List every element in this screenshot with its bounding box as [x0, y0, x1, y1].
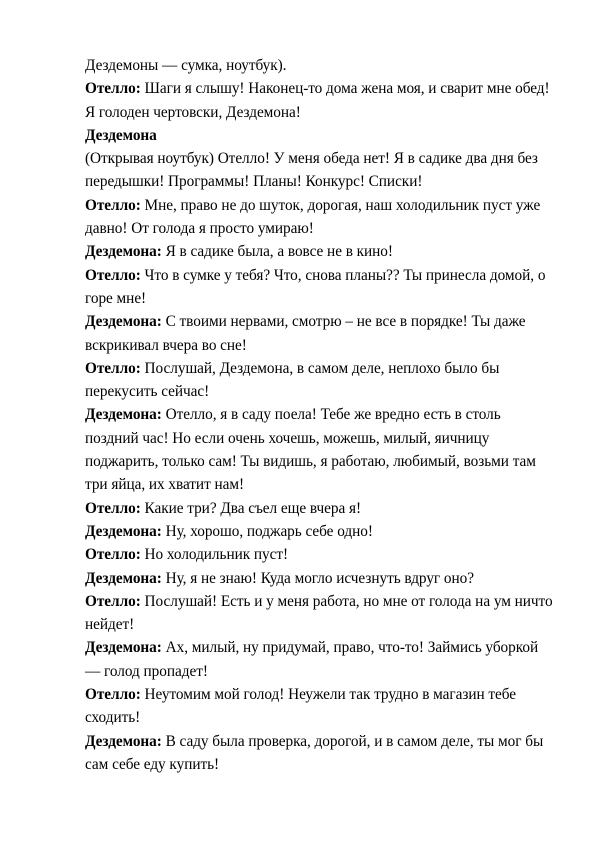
- speaker-name: Отелло:: [85, 686, 141, 704]
- paragraph: [85, 77, 555, 124]
- paragraph: [85, 264, 555, 311]
- paragraph: [85, 54, 555, 77]
- dialogue-text: Послушай, Дездемона, в самом деле, неплохо было бы перекусить сейчас!: [85, 359, 500, 401]
- dialogue-text: Ну, я не знаю! Куда могло исчезнуть вдруг оно?: [161, 569, 474, 587]
- dialogue-text: Ах, милый, ну придумай, право, что-то! Займись уборкой — голод пропадет!: [85, 639, 539, 680]
- dialogue-text: Ну, хорошо, поджарь себе одно!: [161, 522, 373, 540]
- speaker-name: Дездемона:: [85, 732, 162, 750]
- speaker-name: Дездемона:: [85, 522, 162, 540]
- speaker-name: Дездемона:: [85, 639, 162, 657]
- paragraph: [85, 240, 555, 263]
- dialogue-text: Мне, право не до шуток, дорогая, наш холодильник пуст уже давно! От голода я просто умираю!: [85, 196, 541, 238]
- paragraph: [85, 310, 555, 357]
- paragraph: [85, 543, 555, 566]
- speaker-name: Отелло:: [85, 592, 141, 610]
- dialogue-text: Я в садике была, а вовсе не в кино!: [161, 243, 393, 261]
- dialogue-text: Что в сумке у тебя? Что, снова планы?? Ты принесла домой, о горе мне!: [85, 266, 546, 307]
- dialogue-text: Шаги я слышу! Наконец-то дома жена моя, и сварит мне обед! Я голоден чертовски, Дездемона!: [85, 80, 550, 121]
- dialogue-text: Послушай! Есть и у меня работа, но мне от голода на ум ничто нейдет!: [85, 592, 553, 634]
- paragraph: [85, 357, 555, 404]
- speaker-name: Отелло:: [85, 80, 141, 98]
- speaker-name: Отелло:: [85, 546, 141, 564]
- dialogue-text: Отелло, я в саду поела! Тебе же вредно есть в столь поздний час! Но если очень хочешь, можешь, милый, яичницу поджарить, только сам! Ты видишь, я работаю, любимый, возьми там три яйца, их хватит нам!: [85, 406, 536, 494]
- paragraph: [85, 590, 555, 637]
- speaker-name: Отелло:: [85, 359, 141, 377]
- speaker-name: Дездемона:: [85, 313, 162, 331]
- speaker-name: Дездемона:: [85, 406, 162, 424]
- paragraph: [85, 403, 555, 496]
- speaker-name: Отелло:: [85, 499, 141, 517]
- speaker-name: Дездемона: [85, 126, 157, 144]
- dialogue-text: Но холодильник пуст!: [140, 546, 289, 564]
- document-page: [85, 54, 555, 776]
- paragraph: [85, 636, 555, 683]
- paragraph: [85, 730, 555, 777]
- dialogue-text: Дездемоны — сумка, ноутбук).: [85, 57, 287, 74]
- paragraph: [85, 194, 555, 241]
- speaker-name: Отелло:: [85, 266, 141, 284]
- speaker-name: Дездемона:: [85, 569, 162, 587]
- paragraph: [85, 567, 555, 590]
- dialogue-text: В саду была проверка, дорогой, и в самом деле, ты мог бы сам себе еду купить!: [85, 732, 544, 773]
- paragraph: [85, 124, 555, 147]
- dialogue-text: Неутомим мой голод! Неужели так трудно в магазин тебе сходить!: [85, 686, 517, 727]
- paragraph: [85, 520, 555, 543]
- speaker-name: Отелло:: [85, 196, 141, 214]
- dialogue-text: (Открывая ноутбук) Отелло! У меня обеда нет! Я в садике два дня без передышки! Программы! Планы! Конкурс! Списки!: [85, 150, 538, 191]
- paragraph: [85, 497, 555, 520]
- paragraph: [85, 147, 555, 194]
- dialogue-text: Какие три? Два съел еще вчера я!: [140, 499, 361, 517]
- speaker-name: Дездемона:: [85, 243, 162, 261]
- paragraph: [85, 683, 555, 730]
- dialogue-text: С твоими нервами, смотрю – не все в порядке! Ты даже вскрикивал вчера во сне!: [85, 313, 526, 354]
